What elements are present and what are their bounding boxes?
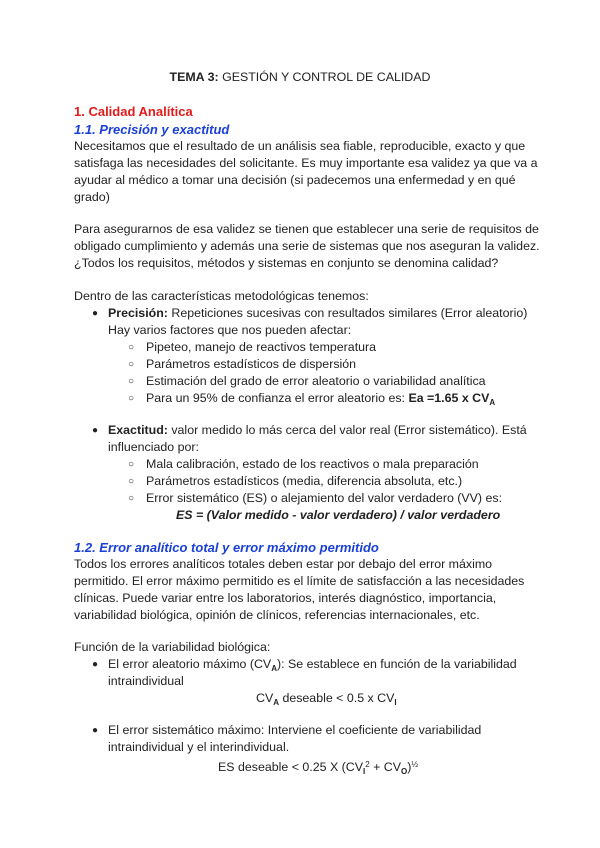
- superscript: ½: [411, 760, 419, 769]
- bullet-icon: ●: [92, 659, 99, 670]
- list-item: Estimación del grado de error aleatorio o variabilidad analítica: [146, 374, 486, 388]
- precision-text: Repeticiones sucesivas con resultados similares (Error aleatorio): [167, 306, 528, 320]
- intro-caracteristicas: Dentro de las características metodológicas tenemos:: [74, 289, 369, 303]
- bullet-icon: ●: [92, 425, 99, 436]
- list-item-formula-ea: [146, 390, 495, 411]
- circle-bullet-icon: ○: [128, 393, 135, 404]
- subheading-error-analitico: 1.2. Error analítico total y error máximo permitido: [74, 540, 379, 555]
- text-line: variabilidad biológica, opinión de clínicos, referencias internacionales, etc.: [74, 608, 480, 622]
- list-item: Pipeteo, manejo de reactivos temperatura: [146, 340, 377, 354]
- text-line: permitido. El error máximo permitido es el límite de satisfacción a las necesidades: [74, 574, 525, 588]
- subscript: A: [271, 664, 277, 673]
- text-segment: CV: [256, 691, 274, 705]
- circle-bullet-icon: ○: [128, 476, 135, 487]
- text-line: intraindividual y el interindividual.: [108, 740, 290, 754]
- exactitud-text: valor medido lo más cerca del valor real (Error sistemático). Está: [167, 423, 527, 437]
- text-line: influenciado por:: [108, 440, 199, 454]
- text-segment: ): Se establece en función de la variabilidad: [276, 657, 517, 671]
- circle-bullet-icon: ○: [128, 493, 135, 504]
- circle-bullet-icon: ○: [128, 459, 135, 470]
- text-line: grado): [74, 190, 110, 204]
- bullet-icon: ●: [92, 725, 99, 736]
- precision-label: Precisión:: [108, 306, 168, 320]
- text-segment: + CV: [369, 760, 402, 774]
- text-segment: deseable < 0.5 x CV: [279, 691, 395, 705]
- formula-intro: Para un 95% de confianza el error aleatorio es:: [146, 391, 409, 405]
- text-line: Para asegurarnos de esa validez se tienen que establecer una serie de requisitos de: [74, 222, 539, 236]
- bullet-icon: ●: [92, 308, 99, 319]
- text-segment: El error aleatorio máximo (CV: [108, 657, 272, 671]
- circle-bullet-icon: ○: [128, 359, 135, 370]
- exactitud-label: Exactitud:: [108, 423, 168, 437]
- circle-bullet-icon: ○: [128, 376, 135, 387]
- text-line: satisfaga las necesidades del solicitante. Es muy importante esa validez ya que va a: [74, 156, 538, 170]
- formula-es-deseable: [218, 756, 418, 780]
- list-item: Parámetros estadísticos (media, diferencia absoluta, etc.): [146, 474, 463, 488]
- superscript: 2: [365, 760, 370, 769]
- page-title: [0, 70, 600, 84]
- title-rest: GESTIÓN Y CONTROL DE CALIDAD: [218, 70, 431, 84]
- text-line: ¿Todos los requisitos, métodos y sistemas en conjunto se denomina calidad?: [74, 256, 499, 270]
- text-line: intraindividual: [108, 674, 184, 688]
- list-item: Parámetros estadísticos de dispersión: [146, 357, 357, 371]
- bullet-precision: [108, 305, 527, 322]
- formula-ea: Ea =1.65 x CV: [408, 391, 490, 405]
- bullet-exactitud: [108, 422, 527, 439]
- subscript: A: [273, 698, 279, 707]
- text-segment: ES deseable < 0.25 X (CV: [218, 760, 363, 774]
- text-line: Hay varios factores que nos pueden afectar:: [108, 323, 352, 337]
- title-bold: TEMA 3:: [169, 70, 219, 84]
- text-line: ayudar al médico a tomar una decisión (si padecemos una enfermedad y en qué: [74, 173, 516, 187]
- text-line: clínicas. Puede variar entre los laboratorios, interés diagnóstico, importancia,: [74, 591, 497, 605]
- list-item: Error sistemático (ES) o alejamiento del valor verdadero (VV) es:: [146, 491, 503, 505]
- list-item: Mala calibración, estado de los reactivos o mala preparación: [146, 457, 479, 471]
- text-line: Todos los errores analíticos totales deben estar por debajo del error máximo: [74, 557, 493, 571]
- subheading-precision-exactitud: 1.1. Precisión y exactitud: [74, 122, 230, 137]
- formula-cva: [256, 690, 397, 711]
- text-segment: ): [407, 760, 412, 774]
- formula-ea-sub: A: [489, 398, 496, 407]
- section-heading-calidad: 1. Calidad Analítica: [74, 104, 193, 119]
- text-line: obligado cumplimiento y además una serie de sistemas que nos aseguran la validez.: [74, 239, 540, 253]
- intro-variabilidad: Función de la variabilidad biológica:: [74, 640, 271, 654]
- subscript: O: [401, 767, 408, 776]
- circle-bullet-icon: ○: [128, 342, 135, 353]
- text-line: Necesitamos que el resultado de un análisis sea fiable, reproducible, exacto y que: [74, 139, 526, 153]
- subscript: I: [394, 698, 397, 707]
- subscript: I: [363, 767, 366, 776]
- bullet-error-sistematico: El error sistemático máximo: Interviene el coeficiente de variabilidad: [108, 723, 482, 737]
- formula-es: ES = (Valor medido - valor verdadero) / valor verdadero: [176, 508, 501, 522]
